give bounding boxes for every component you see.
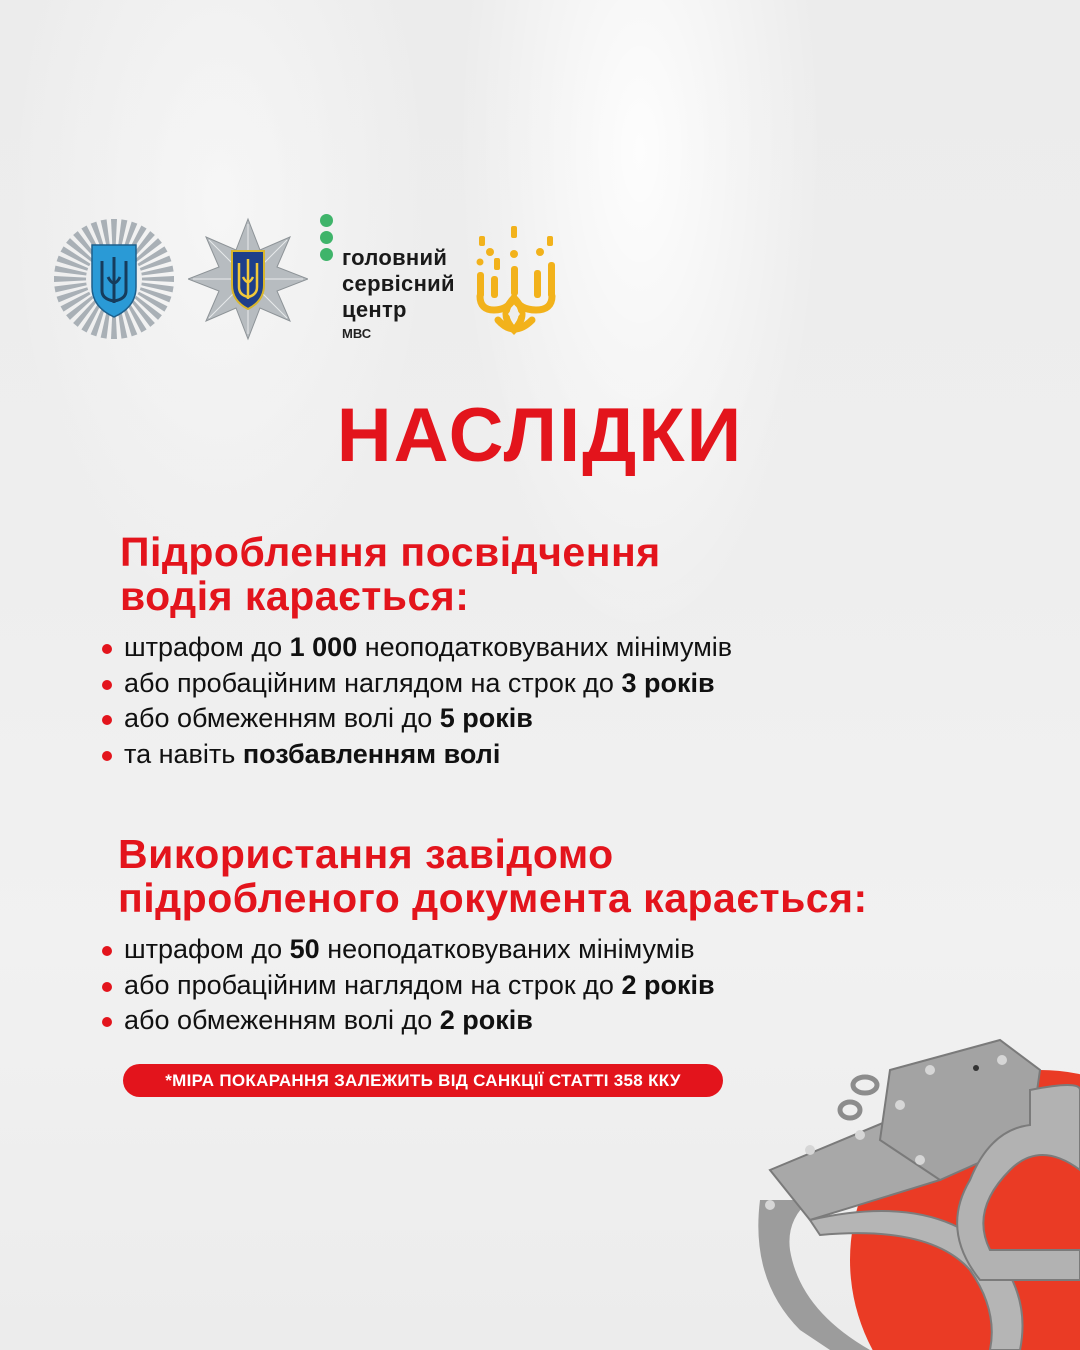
section2-heading: Використання завідомо підробленого документа карається:	[118, 831, 868, 921]
penalty-note-badge: *МІРА ПОКАРАННЯ ЗАЛЕЖИТЬ ВІД САНКЦІЇ СТАТТІ 358 ККУ	[123, 1064, 723, 1097]
bullet-icon	[102, 644, 112, 654]
tryzub-logo-icon	[474, 226, 558, 338]
gsc-sub: МВС	[342, 326, 372, 341]
logo-row	[52, 212, 572, 342]
bullet-icon	[102, 1017, 112, 1027]
list-item: або обмеженням волі до 5 років	[102, 701, 732, 737]
bullet-icon	[102, 715, 112, 725]
list-item: або пробаційним наглядом на строк до 2 років	[102, 968, 715, 1004]
section1-list	[102, 630, 732, 772]
gsc-logo	[320, 214, 470, 344]
bullet-icon	[102, 680, 112, 690]
page-title: НАСЛІДКИ	[336, 393, 744, 478]
gsc-name: головний сервісний центр	[342, 245, 455, 322]
bullet-icon	[102, 982, 112, 992]
list-item: або пробаційним наглядом на строк до 3 років	[102, 666, 732, 702]
list-item: штрафом до 1 000 неоподатковуваних мінімумів	[102, 630, 732, 666]
gsc-dots-icon	[320, 214, 333, 265]
list-item: та навіть позбавленням волі	[102, 737, 732, 773]
mvs-emblem-icon	[52, 217, 176, 341]
list-item: штрафом до 50 неоподатковуваних мінімумів	[102, 932, 715, 968]
section1-heading: Підроблення посвідчення водія карається:	[120, 529, 661, 619]
list-item: або обмеженням волі до 2 років	[102, 1003, 715, 1039]
section2-list	[102, 932, 715, 1039]
bullet-icon	[102, 751, 112, 761]
police-emblem-icon	[188, 217, 308, 341]
bullet-icon	[102, 946, 112, 956]
handcuffs-illustration-icon	[740, 1030, 1080, 1350]
